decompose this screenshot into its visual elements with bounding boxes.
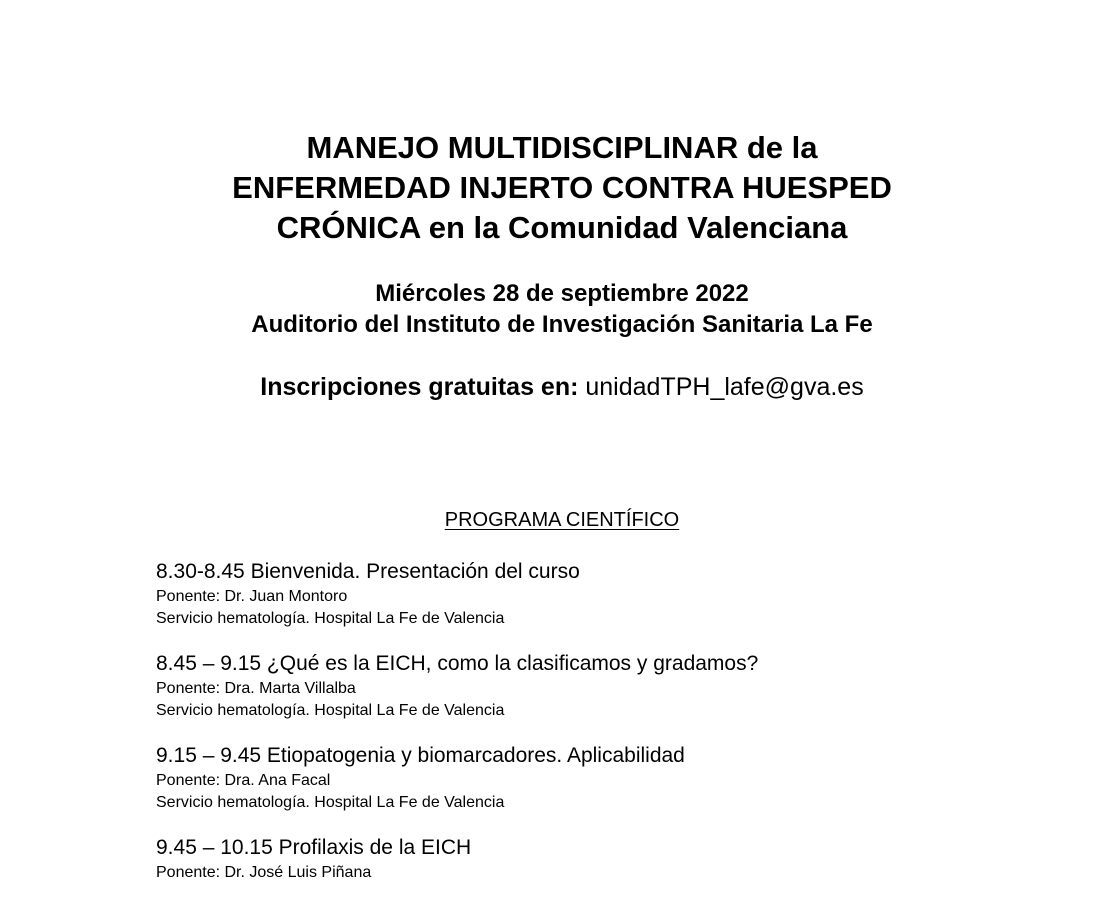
program-heading: PROGRAMA CIENTÍFICO [444,509,680,531]
agenda-item-speaker: Ponente: Dr. Juan Montoro [156,588,348,605]
agenda-item-speaker: Ponente: Dr. José Luis Piñana [156,864,372,881]
agenda-item [156,650,1086,722]
agenda-item-speaker: Ponente: Dra. Marta Villalba [156,680,356,697]
agenda-item-affiliation: Servicio hematología. Hospital La Fe de Valencia [156,794,505,811]
event-venue: Auditorio del Instituto de Investigación Sanitaria La Fe [251,311,873,338]
agenda-item-speaker: Ponente: Dra. Ana Facal [156,772,331,789]
agenda-item-affiliation: Servicio hematología. Hospital La Fe de Valencia [156,610,505,627]
agenda-item-title: 8.45 – 9.15 ¿Qué es la EICH, como la clasificamos y gradamos? [156,652,759,675]
event-info [0,278,1118,340]
registration-email: unidadTPH_lafe@gva.es [585,373,864,401]
document-title [0,128,1118,248]
agenda-item [156,558,1086,630]
agenda-item-title: 8.30-8.45 Bienvenida. Presentación del curso [156,560,580,583]
agenda-list [156,558,1086,904]
agenda-item-title: 9.45 – 10.15 Profilaxis de la EICH [156,836,472,859]
event-date: Miércoles 28 de septiembre 2022 [375,280,749,307]
agenda-item [156,742,1086,814]
registration-label: Inscripciones gratuitas en: [260,373,579,401]
title-line-3: CRÓNICA en la Comunidad Valenciana [276,210,848,245]
title-line-1: MANEJO MULTIDISCIPLINAR de la [306,130,818,165]
registration-line [0,370,1118,404]
title-line-2: ENFERMEDAD INJERTO CONTRA HUESPED [232,170,892,205]
agenda-item [156,834,1086,884]
agenda-item-title: 9.15 – 9.45 Etiopatogenia y biomarcadores. Aplicabilidad [156,744,685,767]
agenda-item-affiliation: Servicio hematología. Hospital La Fe de Valencia [156,702,505,719]
